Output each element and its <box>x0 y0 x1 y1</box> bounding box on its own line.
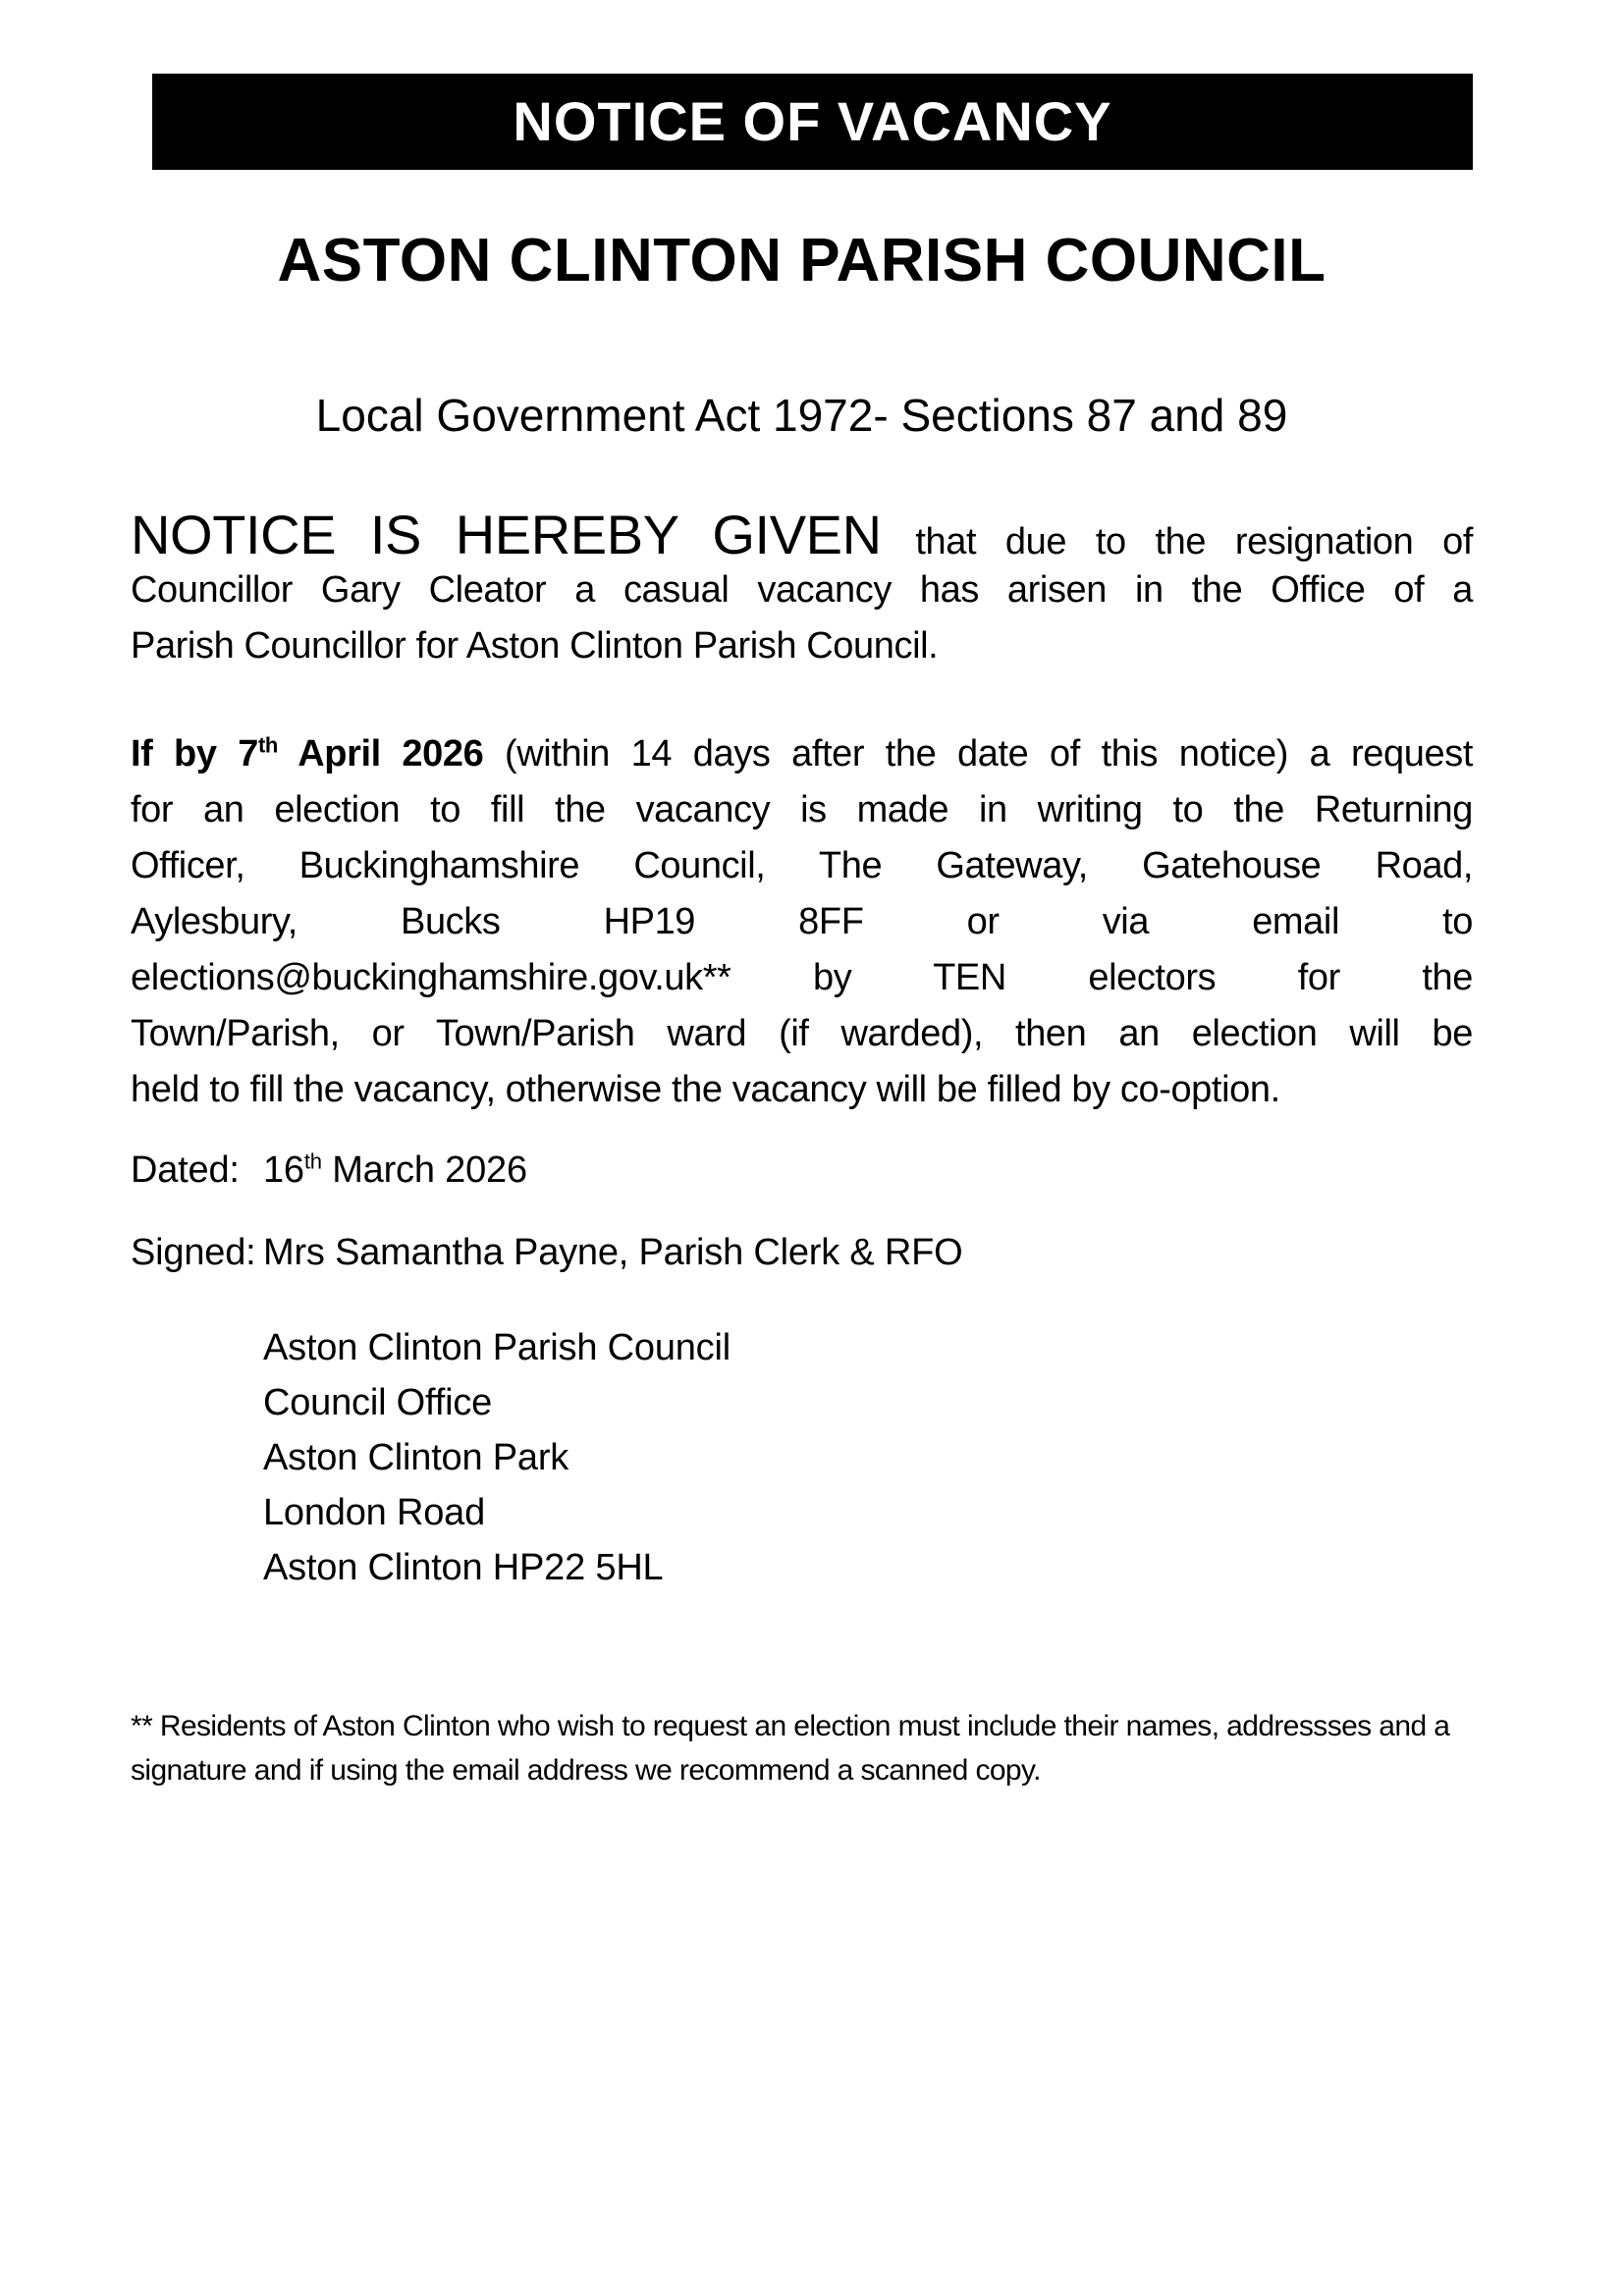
election-line-1 <box>131 726 1473 782</box>
act-reference: Local Government Act 1972- Sections 87 and 89 <box>315 390 1288 441</box>
footnote-line-1: ** Residents of Aston Clinton who wish to request an election must include their names, addressses and a <box>131 1710 1450 1742</box>
signed-label: Signed: <box>131 1232 256 1273</box>
dated-row <box>131 1143 1473 1199</box>
election-line-7: held to fill the vacancy, otherwise the vacancy will be filled by co-option. <box>131 1069 1280 1110</box>
address-line-road: London Road <box>263 1492 486 1533</box>
signed-row <box>131 1225 1473 1281</box>
address-line-office: Council Office <box>263 1382 493 1423</box>
election-line-3: Officer, Buckinghamshire Council, The Gateway, Gatehouse Road, <box>131 845 1473 886</box>
election-line-2: for an election to fill the vacancy is made in writing to the Returning <box>131 789 1473 830</box>
signed-value: Mrs Samantha Payne, Parish Clerk & RFO <box>263 1232 963 1273</box>
vacancy-banner <box>152 74 1473 170</box>
dated-label: Dated: <box>131 1149 240 1191</box>
address-line-postcode: Aston Clinton HP22 5HL <box>263 1547 664 1588</box>
election-line-4: Aylesbury, Bucks HP19 8FF or via email to <box>131 901 1473 942</box>
address-line-org: Aston Clinton Parish Council <box>263 1327 731 1368</box>
dated-value <box>263 1149 527 1191</box>
banner-text: NOTICE OF VACANCY <box>513 90 1112 152</box>
address-line-park: Aston Clinton Park <box>263 1437 569 1478</box>
address-block <box>263 1320 731 1595</box>
deadline-date-bold-rest: April 2026 <box>277 733 506 774</box>
email-address: elections@buckinghamshire.gov.uk** <box>131 957 731 998</box>
council-title: ASTON CLINTON PARISH COUNCIL <box>277 227 1326 294</box>
election-paragraph <box>131 726 1473 1118</box>
notice-line-3: Parish Councillor for Aston Clinton Parish Council. <box>131 625 939 667</box>
election-line-1-rest: (within 14 days after the date of this notice) a request <box>505 733 1473 774</box>
notice-lead-text: NOTICE IS HEREBY GIVEN <box>131 504 916 565</box>
notice-paragraph <box>131 504 1473 674</box>
notice-line-1 <box>131 504 1473 565</box>
dated-day: 16 <box>263 1149 304 1191</box>
footnote <box>131 1704 1473 1792</box>
deadline-ordinal-superscript: th <box>257 732 278 758</box>
election-line-5-rest: by TEN electors for the <box>731 957 1473 998</box>
dated-month-year: March 2026 <box>321 1149 527 1191</box>
election-line-6: Town/Parish, or Town/Parish ward (if warded), then an election will be <box>131 1013 1473 1054</box>
dated-ordinal-superscript: th <box>303 1148 322 1174</box>
footnote-line-2: signature and if using the email address we recommend a scanned copy. <box>131 1754 1041 1787</box>
notice-line-2: Councillor Gary Cleator a casual vacancy has arisen in the Office of a <box>131 569 1473 611</box>
notice-line-1-rest: that due to the resignation of <box>915 521 1473 562</box>
deadline-date-bold: If by 7 <box>131 733 258 774</box>
election-line-5 <box>131 950 1473 1006</box>
